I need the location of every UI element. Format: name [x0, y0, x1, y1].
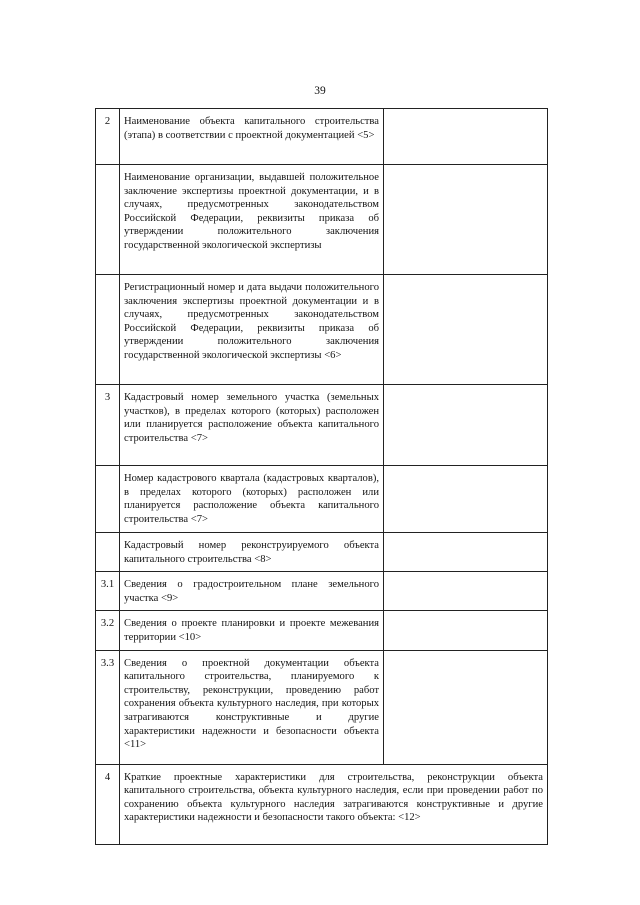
row-value-cell[interactable] [384, 109, 548, 165]
row-value-cell[interactable] [384, 385, 548, 466]
row-number: 4 [96, 764, 120, 844]
row-value-cell[interactable] [384, 611, 548, 650]
row-number [96, 466, 120, 533]
row-number: 3.3 [96, 650, 120, 764]
row-number [96, 165, 120, 275]
table-row [96, 611, 548, 650]
page-number: 39 [314, 85, 326, 97]
table-row [96, 165, 548, 275]
table-row [96, 275, 548, 385]
row-label: Номер кадастрового квартала (кадастровых кварталов), в пределах которого (которых) расположен или планируется расположение объекта капитального строительства <7> [120, 466, 384, 533]
row-value-cell[interactable] [384, 466, 548, 533]
row-label: Наименование объекта капитального строительства (этапа) в соответствии с проектной документацией <5> [120, 109, 384, 165]
table-row [96, 650, 548, 764]
row-label: Регистрационный номер и дата выдачи положительного заключения экспертизы проектной документации и в случаях, предусмотренных законодательством Российской Федерации, реквизиты приказа об утверждении положительного заключения государственной экологической экспертизы <6> [120, 275, 384, 385]
row-number [96, 533, 120, 572]
table-row [96, 466, 548, 533]
row-number: 2 [96, 109, 120, 165]
row-value-cell[interactable] [384, 275, 548, 385]
row-value-cell[interactable] [384, 650, 548, 764]
row-value-cell[interactable] [384, 572, 548, 611]
table-row [96, 764, 548, 844]
row-label: Наименование организации, выдавшей положительное заключение экспертизы проектной документации, и в случаях, предусмотренных законодательством Российской Федерации, реквизиты приказа об утверждении положительного заключения государственной экологической экспертизы [120, 165, 384, 275]
row-label: Сведения о проектной документации объекта капитального строительства, планируемого к строительству, реконструкции, проведению работ сохранения объекта культурного наследия, при которых затрагиваются конструктивные и другие характеристики надежности и безопасности объекта <11> [120, 650, 384, 764]
table-row [96, 533, 548, 572]
row-label: Краткие проектные характеристики для строительства, реконструкции объекта капитального строительства, объекта культурного наследия, если при проведении работ по сохранению объекта культурного наследия затрагиваются конструктивные и другие характеристики надежности и безопасности такого объекта: <12> [120, 764, 548, 844]
table-row [96, 385, 548, 466]
row-label: Сведения о градостроительном плане земельного участка <9> [120, 572, 384, 611]
table-row [96, 572, 548, 611]
permit-form-table [95, 108, 548, 845]
row-label: Сведения о проекте планировки и проекте межевания территории <10> [120, 611, 384, 650]
row-label: Кадастровый номер земельного участка (земельных участков), в пределах которого (которых) расположен или планируется расположение объекта капитального строительства <7> [120, 385, 384, 466]
table-row [96, 109, 548, 165]
row-number: 3.1 [96, 572, 120, 611]
row-number: 3.2 [96, 611, 120, 650]
row-number [96, 275, 120, 385]
row-number: 3 [96, 385, 120, 466]
row-value-cell[interactable] [384, 533, 548, 572]
row-value-cell[interactable] [384, 165, 548, 275]
row-label: Кадастровый номер реконструируемого объекта капитального строительства <8> [120, 533, 384, 572]
